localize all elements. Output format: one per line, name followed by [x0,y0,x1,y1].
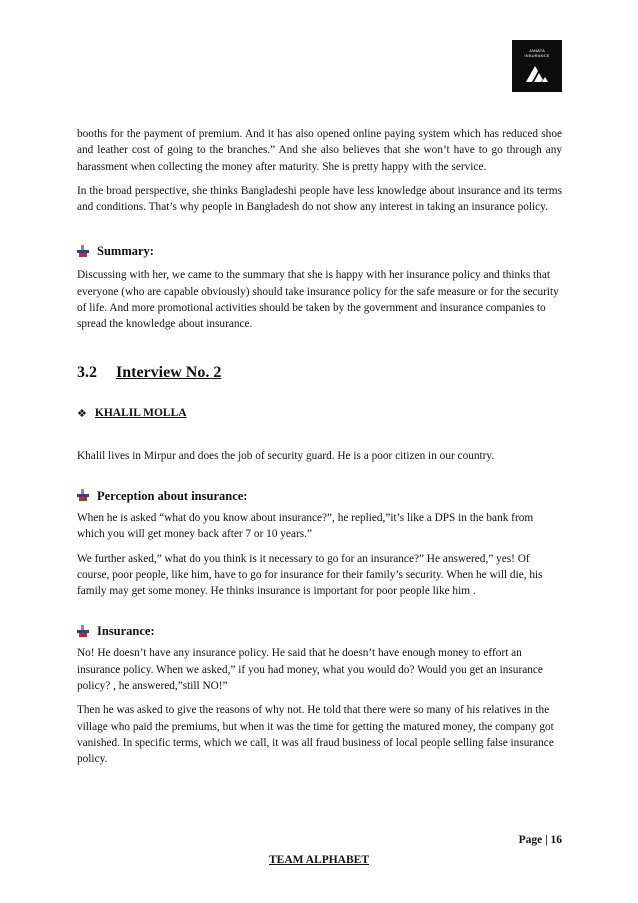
interviewee-intro: Khalil lives in Mirpur and does the job of security guard. He is a poor citizen in our country. [77,449,495,462]
section-title [77,363,562,383]
logo-line-2: INSURANCE [524,53,550,58]
section-title-text: Interview No. 2 [116,363,222,381]
interviewee-name: KHALIL MOLLA [94,407,187,420]
footer-team-name: TEAM ALPHABET [268,854,369,866]
bullet-marker-icon [77,625,89,638]
section-number: 3.2 [77,363,97,381]
diamond-bullet-icon: ❖ [77,406,87,420]
perception-heading [77,488,562,504]
company-logo [512,40,562,92]
perception-paragraph-1: When he is asked “what do you know about insurance?”, he replied,”it’s like a DPS in the bank from which you will get money back after 7 or 10 years.” [77,511,534,541]
summary-heading-label: Summary: [97,244,154,259]
interviewee-heading [77,407,562,420]
summary-heading [77,243,562,259]
bullet-marker-icon [77,489,89,502]
insurance-heading [77,623,562,639]
perception-paragraph-2: We further asked,” what do you think is it necessary to go for an insurance?” He answered,” yes! Of course, poor people, like him, have to go for insurance for their family’s security. When he will die, his family may get some money. He thinks insurance is important for poor people like him . [77,552,543,598]
logo-line-1: JANATA [529,48,545,53]
bullet-marker-icon [77,245,89,258]
paragraph-broad-perspective: In the broad perspective, she thinks Bangladeshi people have less knowledge about insurance and its terms and conditions. That’s why people in Bangladesh do not show any interest in taking an insurance policy. [77,184,562,214]
insurance-paragraph-2: Then he was asked to give the reasons of why not. He told that there were so many of his relatives in the village who paid the premiums, but when it was the time for getting the matured money, the company got vanished. In specific terms, which we call, it was all fraud business of local people selling false insurance policy. [77,704,554,766]
logo-text [512,48,562,58]
page-number: Page | 16 [518,834,562,846]
paragraph-booths: booths for the payment of premium. And it has also opened online paying system which has reduced shoe and leather cost of going to the branches.” And she also believes that she won’t have to go through any harassment when collecting the money after maturity. She is pretty happy with the service. [77,128,562,173]
perception-heading-label: Perception about insurance: [97,488,248,503]
insurance-paragraph-1: No! He doesn’t have any insurance policy. He said that he doesn’t have enough money to effort an insurance policy. When we asked,” if you had money, what you would do? Would you get an insurance policy? , he answered,”still NO!” [77,647,543,693]
logo-emblem-icon [524,62,550,84]
page-content [77,126,562,768]
summary-text: Discussing with her, we came to the summary that she is happy with her insurance policy and thinks that everyone (who are capable obviously) should take insurance policy for the safe measure or for the security of life. And more promotional activities should be taken by the government and insurance companies to spread the knowledge about insurance. [77,269,559,331]
insurance-heading-label: Insurance: [97,624,155,639]
